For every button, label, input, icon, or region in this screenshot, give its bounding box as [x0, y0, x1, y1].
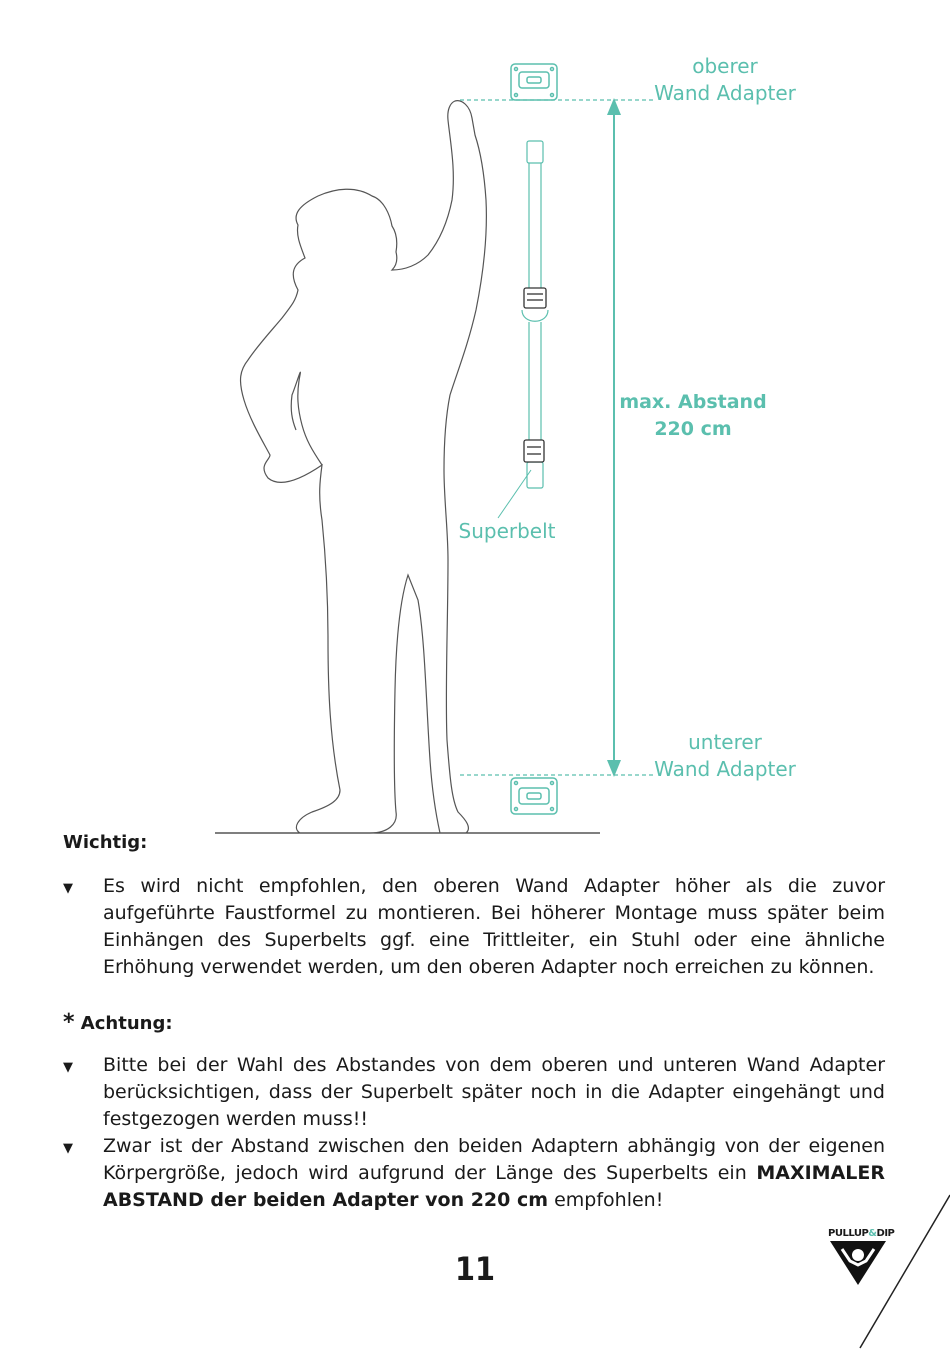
attention-item-1-text: Bitte bei der Wahl des Abstandes von dem oberen und unteren Wand Adapter berücksichtigen, dass der Superbelt später noch in die Adapter eingehängt und festgezogen werden muss!!	[103, 1054, 885, 1130]
important-item-text: Es wird nicht empfohlen, den oberen Wand Adapter höher als die zuvor aufgeführte Faustformel zu montieren. Bei höherer Montage muss später beim Einhängen des Superbelts ggf. eine Trittleiter, ein Stuhl oder eine ähnliche Erhöhung verwendet werden, um den oberen Adapter noch erreichen zu können.	[103, 875, 885, 978]
corner-diagonal-line	[850, 1190, 950, 1350]
upper-wall-adapter-icon	[511, 64, 557, 100]
bullet-marker-icon: ▼	[63, 1060, 73, 1075]
superbelt-strap	[522, 141, 548, 488]
superbelt-label	[452, 518, 562, 545]
superbelt-pointer-line	[498, 470, 531, 518]
page-number: 11	[454, 1250, 496, 1288]
attention-item-2-bold: MAXIMALER ABSTAND der beiden Adapter von 220 cm	[103, 1162, 885, 1211]
upper-adapter-label-line2: Wand Adapter	[654, 81, 796, 105]
attention-heading	[63, 1010, 173, 1035]
distance-label	[618, 389, 768, 443]
lower-wall-adapter-icon	[511, 778, 557, 814]
upper-adapter-label	[650, 53, 800, 107]
lower-adapter-label	[650, 729, 800, 783]
attention-list	[63, 1052, 885, 1214]
lower-adapter-label-line2: Wand Adapter	[654, 757, 796, 781]
arm-contour	[291, 372, 322, 465]
superbelt-label-text: Superbelt	[458, 519, 556, 543]
attention-item-2-start: Zwar ist der Abstand zwischen den beiden Adaptern abhängig von der eigenen Körpergröße, jedoch wird aufgrund der Länge des Superbelts ein	[103, 1135, 885, 1184]
important-heading: Wichtig:	[63, 832, 148, 853]
brand-logo-text: PULLUP&DIP	[828, 1228, 895, 1239]
lower-adapter-label-line1: unterer	[688, 730, 762, 754]
list-item	[63, 873, 885, 981]
bullet-marker-icon: ▼	[63, 881, 73, 896]
attention-item-2-end: empfohlen!	[548, 1189, 664, 1211]
attention-heading-text: Achtung:	[80, 1013, 173, 1034]
person-silhouette	[241, 101, 487, 833]
bullet-marker-icon: ▼	[63, 1141, 73, 1156]
list-item	[63, 1052, 885, 1133]
attention-star: *	[63, 1010, 75, 1035]
distance-label-line1: max. Abstand	[619, 391, 767, 413]
list-item	[63, 1133, 885, 1214]
attention-item-2-text	[103, 1133, 885, 1214]
superbelt-buckle-lower	[524, 440, 544, 462]
superbelt-buckle-upper	[524, 288, 546, 308]
important-list	[63, 873, 885, 981]
distance-label-line2: 220 cm	[654, 418, 732, 440]
upper-adapter-label-line1: oberer	[692, 54, 758, 78]
